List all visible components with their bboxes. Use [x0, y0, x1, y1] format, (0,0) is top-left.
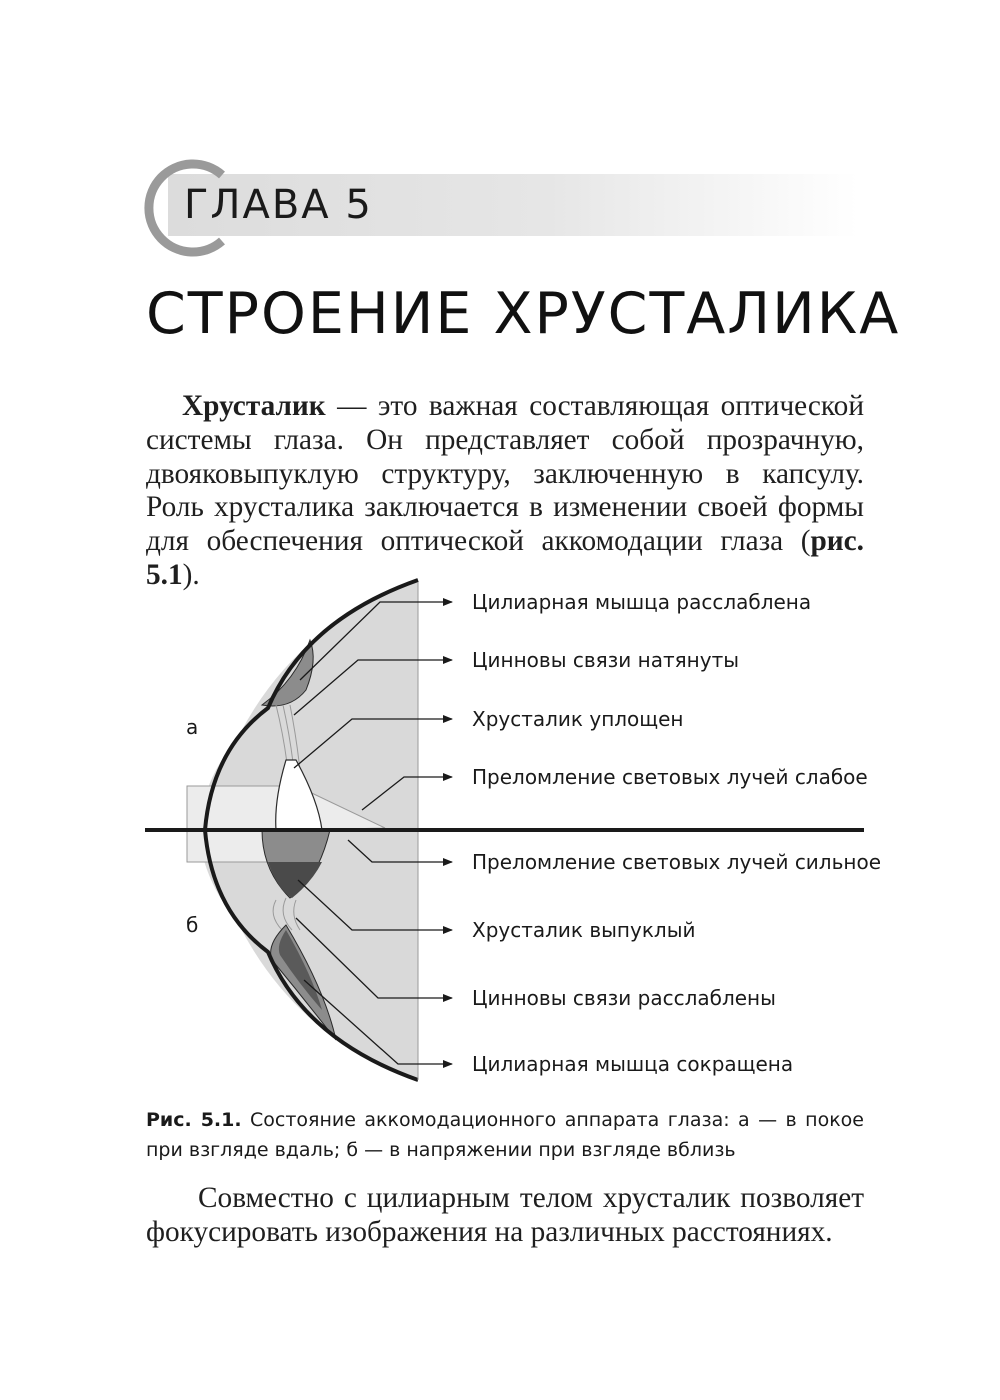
label-zonules-relaxed: Цинновы связи расслаблены	[472, 986, 776, 1010]
intro-term: Хрусталик	[182, 390, 326, 422]
intro-text: — это важная составляющая оптической системы глаза. Он представляет собой прозрачную, двояковыпуклую структуру, заключенную в капсулу. Роль хрусталика заключается в изменении своей формы для обеспечения оптической аккомодации глаза (	[146, 390, 864, 558]
label-refraction-strong: Преломление световых лучей сильное	[472, 850, 881, 874]
page-title: СТРОЕНИЕ ХРУСТАЛИКА	[146, 281, 901, 347]
panel-a-label: а	[186, 715, 199, 739]
label-ciliary-relaxed: Цилиарная мышца расслаблена	[472, 590, 812, 614]
figure-caption	[146, 1105, 864, 1165]
figure-reference: рис. 5.1	[146, 525, 864, 591]
label-zonules-tight: Цинновы связи натянуты	[472, 648, 740, 672]
caption-text: Состояние аккомодационного аппарата глаза: а — в покое при взгляде вдаль; б — в напряжении при взгляде вблизь	[146, 1109, 864, 1161]
intro-tail: ).	[182, 558, 200, 591]
label-ciliary-contracted: Цилиарная мышца сокращена	[472, 1052, 794, 1076]
chapter-label: ГЛАВА 5	[184, 182, 373, 228]
label-refraction-weak: Преломление световых лучей слабое	[472, 765, 868, 789]
panel-b-label: б	[186, 913, 199, 937]
label-lens-flat: Хрусталик уплощен	[472, 707, 684, 731]
caption-lead: Рис. 5.1.	[146, 1109, 242, 1131]
label-lens-convex: Хрусталик выпуклый	[472, 918, 696, 942]
closing-paragraph: Совместно с цилиарным телом хрусталик позволяет фокусировать изображения на различных расстояниях.	[146, 1182, 864, 1248]
